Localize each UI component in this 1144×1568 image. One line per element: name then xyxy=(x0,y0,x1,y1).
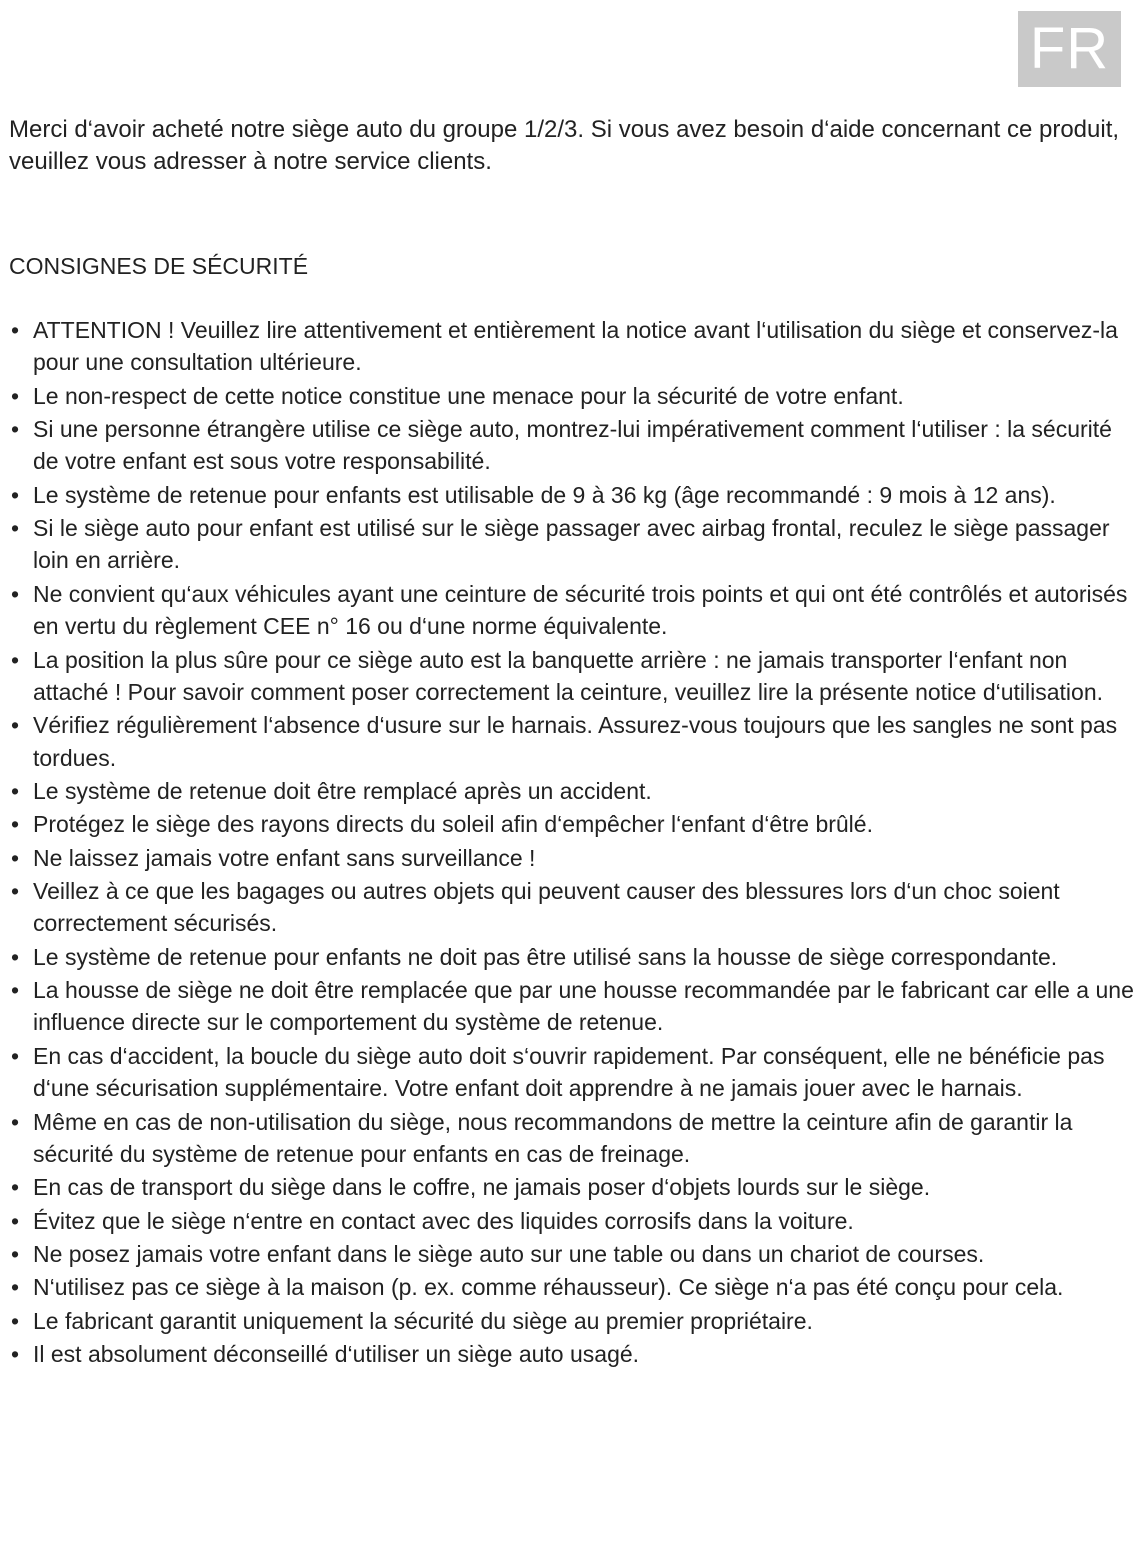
safety-rule-text: En cas d‘accident, la boucle du siège auto doit s‘ouvrir rapidement. Par conséquent, elle ne bénéficie pas d‘une sécurisation supplémentaire. Votre enfant doit apprendre à ne jamais jouer avec le harnais. xyxy=(33,1042,1105,1102)
safety-rule-text: Ne laissez jamais votre enfant sans surveillance ! xyxy=(33,844,536,871)
safety-rule-text: Ne posez jamais votre enfant dans le siège auto sur une table ou dans un chariot de courses. xyxy=(33,1241,985,1267)
bullet-icon: • xyxy=(11,1307,20,1334)
safety-rule xyxy=(9,709,1137,774)
safety-rule xyxy=(9,1040,1137,1105)
safety-rule xyxy=(9,974,1137,1039)
bullet-icon: • xyxy=(11,1042,20,1069)
safety-rule xyxy=(9,941,1137,973)
safety-rule-text: Si une personne étrangère utilise ce siège auto, montrez-lui impérativement comment l‘utiliser : la sécurité de votre enfant est sous votre responsabilité. xyxy=(33,416,1112,475)
safety-rule xyxy=(9,512,1137,577)
bullet-icon: • xyxy=(11,1274,20,1301)
safety-rule-text: Protégez le siège des rayons directs du soleil afin d‘empêcher l‘enfant d‘être brûlé. xyxy=(33,811,873,838)
safety-rule-text: N‘utilisez pas ce siège à la maison (p. ex. comme réhausseur). Ce siège n‘a pas été conçu pour cela. xyxy=(33,1274,1064,1301)
bullet-icon: • xyxy=(11,977,20,1004)
safety-rule xyxy=(9,578,1137,643)
safety-rule xyxy=(9,1271,1137,1303)
section-title: CONSIGNES DE SÉCURITÉ xyxy=(9,253,309,279)
safety-rules-list xyxy=(9,314,1137,1372)
safety-rule-text: Le fabricant garantit uniquement la sécurité du siège au premier propriétaire. xyxy=(33,1307,813,1334)
safety-rule xyxy=(9,644,1137,709)
bullet-icon: • xyxy=(11,646,20,673)
safety-rule-text: La housse de siège ne doit être remplacée que par une housse recommandée par le fabricant car elle a une influence directe sur le comportement du système de retenue. xyxy=(33,977,1134,1036)
safety-rule-text: ATTENTION ! Veuillez lire attentivement et entièrement la notice avant l‘utilisation du siège et conservez-la pour une consultation ultérieure. xyxy=(33,317,1118,376)
safety-rule xyxy=(9,1338,1137,1370)
bullet-icon: • xyxy=(11,943,20,970)
language-badge: FR xyxy=(1018,11,1121,87)
safety-rule xyxy=(9,380,1137,412)
bullet-icon: • xyxy=(11,878,20,905)
safety-rule xyxy=(9,1171,1137,1203)
intro-paragraph: Merci d‘avoir acheté notre siège auto du groupe 1/2/3. Si vous avez besoin d‘aide concernant ce produit, veuillez vous adresser à notre service clients. xyxy=(9,116,1120,175)
bullet-icon: • xyxy=(11,1207,20,1234)
safety-rule xyxy=(9,479,1137,511)
safety-rule xyxy=(9,413,1137,478)
safety-rule-text: En cas de transport du siège dans le coffre, ne jamais poser d‘objets lourds sur le siège. xyxy=(33,1174,931,1201)
bullet-icon: • xyxy=(11,515,20,542)
safety-rule-text: Le système de retenue doit être remplacé après un accident. xyxy=(33,777,652,804)
safety-rule xyxy=(9,842,1137,874)
safety-rule-text: Vérifiez régulièrement l‘absence d‘usure sur le harnais. Assurez-vous toujours que les sangles ne sont pas tordues. xyxy=(33,712,1118,771)
safety-rule-text: Il est absolument déconseillé d‘utiliser un siège auto usagé. xyxy=(33,1341,640,1368)
bullet-icon: • xyxy=(11,382,20,409)
bullet-icon: • xyxy=(11,1341,20,1368)
safety-rule-text: Le système de retenue pour enfants est utilisable de 9 à 36 kg (âge recommandé : 9 mois à 12 ans). xyxy=(33,481,1056,508)
safety-rule xyxy=(9,775,1137,807)
safety-rule xyxy=(9,1305,1137,1337)
bullet-icon: • xyxy=(11,844,20,871)
safety-rule-text: Ne convient qu‘aux véhicules ayant une ceinture de sécurité trois points et qui ont été contrôlés et autorisés en vertu du règlement CEE n° 16 ou d‘une norme équivalente. xyxy=(33,580,1128,640)
bullet-icon: • xyxy=(11,777,20,804)
safety-rule-text: Veillez à ce que les bagages ou autres objets qui peuvent causer des blessures lors d‘un choc soient correctement sécurisés. xyxy=(33,878,1060,937)
bullet-icon: • xyxy=(11,580,20,607)
bullet-icon: • xyxy=(11,712,20,739)
safety-rule-text: Évitez que le siège n‘entre en contact avec des liquides corrosifs dans la voiture. xyxy=(33,1207,854,1234)
safety-rule-text: Si le siège auto pour enfant est utilisé sur le siège passager avec airbag frontal, reculez le siège passager loin en arrière. xyxy=(33,515,1110,574)
bullet-icon: • xyxy=(11,416,20,443)
safety-rule-text: Le système de retenue pour enfants ne doit pas être utilisé sans la housse de siège correspondante. xyxy=(33,943,1058,970)
safety-rule-text: La position la plus sûre pour ce siège auto est la banquette arrière : ne jamais transporter l‘enfant non attaché ! Pour savoir comment poser correctement la ceinture, veuillez lire la présente notice d‘utilisation. xyxy=(33,646,1104,705)
bullet-icon: • xyxy=(11,1108,20,1135)
safety-rule xyxy=(9,1238,1137,1270)
bullet-icon: • xyxy=(11,1174,20,1201)
bullet-icon: • xyxy=(11,481,20,508)
safety-rule xyxy=(9,1106,1137,1171)
bullet-icon: • xyxy=(11,317,20,343)
bullet-icon: • xyxy=(11,811,20,838)
safety-rule xyxy=(9,1205,1137,1237)
safety-rule xyxy=(9,808,1137,840)
safety-rule-text: Même en cas de non-utilisation du siège, nous recommandons de mettre la ceinture afin de garantir la sécurité du système de retenue pour enfants en cas de freinage. xyxy=(33,1108,1073,1167)
bullet-icon: • xyxy=(11,1241,20,1267)
safety-rule-text: Le non-respect de cette notice constitue une menace pour la sécurité de votre enfant. xyxy=(33,382,904,409)
safety-rule xyxy=(9,875,1137,940)
safety-rule xyxy=(9,314,1137,379)
